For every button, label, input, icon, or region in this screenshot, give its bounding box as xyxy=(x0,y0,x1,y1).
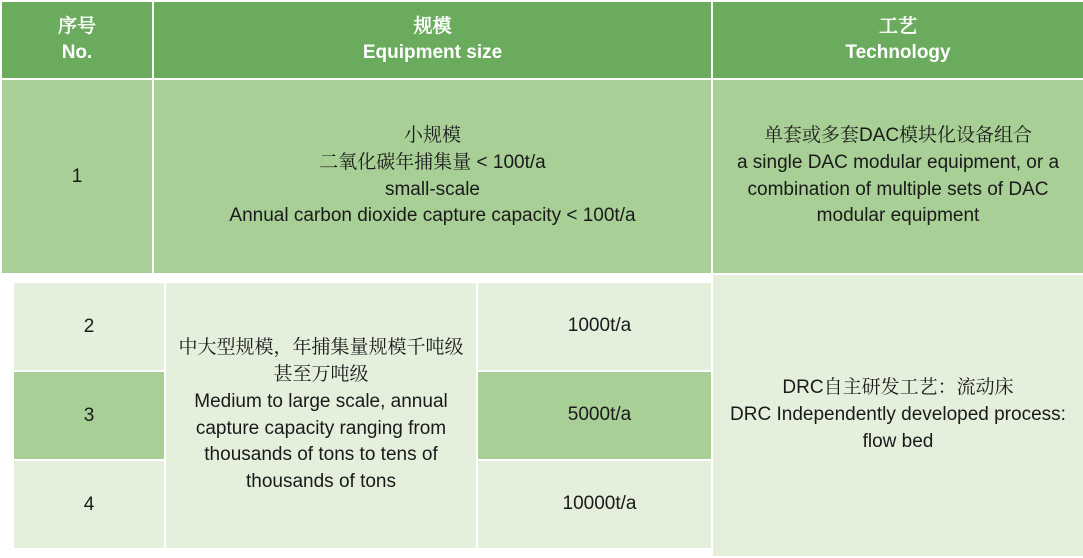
header-size-cn: 规模 xyxy=(413,16,452,38)
row2-value: 1000t/a xyxy=(477,282,722,371)
inner-size-table xyxy=(12,281,723,550)
group-size-block xyxy=(1,274,712,557)
row2-no: 2 xyxy=(13,282,165,371)
row1-tech-cn: 单套或多套DAC模块化设备组合 xyxy=(763,124,1033,146)
row1-size-cn-2: 二氧化碳年捕集量 < 100t/a xyxy=(319,151,546,173)
row1-size-en-1: small-scale xyxy=(384,178,481,200)
inner-row-2 xyxy=(13,282,722,371)
table-body xyxy=(1,79,1083,557)
header-technology xyxy=(712,1,1083,79)
header-equipment-size xyxy=(153,1,712,79)
table-header xyxy=(1,1,1083,79)
header-tech-en: Technology xyxy=(845,42,951,63)
group-tech-en: DRC Independently developed process: flow bed xyxy=(730,404,1066,452)
group-size-cn: 中大型规模，年捕集量规模千吨级甚至万吨级 xyxy=(178,336,464,385)
row1-size-en-2: Annual carbon dioxide capture capacity < 100t/a xyxy=(229,205,636,227)
group-technology xyxy=(712,274,1083,557)
header-tech-cn: 工艺 xyxy=(878,16,917,38)
header-size-en: Equipment size xyxy=(362,42,503,63)
row1-size-cn-1: 小规模 xyxy=(403,124,461,146)
row3-value: 5000t/a xyxy=(477,371,722,460)
row1-size xyxy=(153,79,712,274)
row4-value: 10000t/a xyxy=(477,460,722,549)
group-tech-cn: DRC自主研发工艺：流动床 xyxy=(782,377,1014,399)
row1-tech-en: a single DAC modular equipment, or a combination of multiple sets of DAC modular equipment xyxy=(736,151,1060,227)
row4-no: 4 xyxy=(13,460,165,549)
row1-technology xyxy=(712,79,1083,274)
group-size-description xyxy=(165,282,477,549)
group-size-en: Medium to large scale, annual capture capacity ranging from thousands of tons to tens of thousands of tons xyxy=(194,390,448,493)
header-row xyxy=(1,1,1083,79)
table-row-group xyxy=(1,274,1083,557)
row1-no: 1 xyxy=(1,79,153,274)
row3-no: 3 xyxy=(13,371,165,460)
header-no-en: No. xyxy=(61,42,93,63)
table-row xyxy=(1,79,1083,274)
header-no xyxy=(1,1,153,79)
header-no-cn: 序号 xyxy=(57,16,96,38)
